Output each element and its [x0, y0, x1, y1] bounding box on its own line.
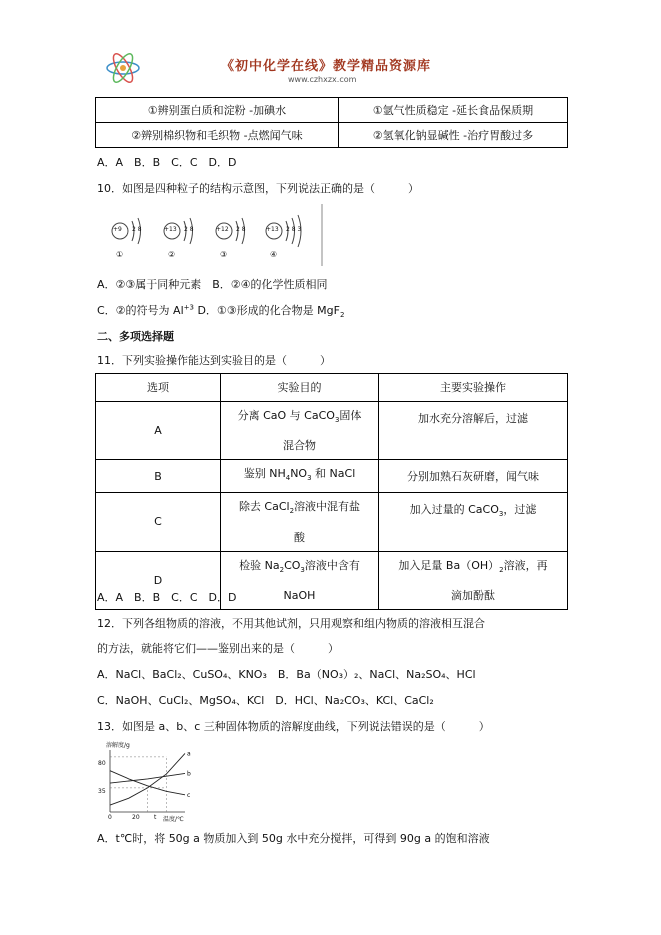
q10-stem: 10．如图是四种粒子的结构示意图，下列说法正确的是（ ）	[97, 182, 419, 195]
q13-option-a: A．t℃时，将 50g a 物质加入到 50g 水中充分搅拌，可得到 90g a 的饱和溶液	[97, 832, 490, 845]
q12-option-ab: A．NaCl、BaCl₂、CuSO₄、KNO₃ B．Ba（NO₃）₂、NaCl、Na₂SO₄、HCl	[97, 668, 476, 681]
atom-label: ①	[116, 250, 124, 259]
x-tick-label: t	[154, 814, 157, 821]
q12-option-cd: C．NaOH、CuCl₂、MgSO₄、KCl D．HCl、Na₂CO₃、KCl、CaCl₂	[97, 694, 434, 707]
x-tick-label: 20	[132, 814, 140, 821]
atom-nucleus: +9	[113, 226, 122, 233]
series-label-c: c	[187, 791, 191, 799]
section-heading: 二、多项选择题	[97, 330, 174, 343]
q9-cell: ②辨别棉织物和毛织物 -点燃闻气味	[96, 123, 339, 148]
atom-nucleus: +13	[266, 226, 279, 233]
table-header: 主要实验操作	[379, 374, 568, 402]
q10-option-ab: A．②③属于同种元素 B．②④的化学性质相同	[97, 278, 328, 291]
q9-cell: ②氢氧化钠显碱性 -治疗胃酸过多	[338, 123, 567, 148]
q12-stem-line1: 12．下列各组物质的溶液，不用其他试剂，只用观察和组内物质的溶液相互混合	[97, 617, 485, 630]
q13-stem: 13．如图是 a、b、c 三种固体物质的溶解度曲线，下列说法错误的是（ ）	[97, 720, 490, 733]
series-line-b	[110, 773, 185, 783]
table-header: 选项	[96, 374, 221, 402]
series-label-a: a	[187, 750, 191, 758]
banner	[103, 48, 558, 91]
q9-cell: ①氩气性质稳定 -延长食品保质期	[338, 98, 567, 123]
atom-shells: 2 8 3	[286, 226, 302, 233]
table-row: C 除去 CaCl$_2$溶液中混有盐 酸 加入过量的 CaCO$_3$，过滤	[96, 493, 568, 551]
table-row: D 检验 $Na_2CO_3$溶液中含有 NaOH 加入足量 $Ba(OH)_2$溶液，再 滴加酚酞	[96, 551, 568, 609]
solubility-chart	[98, 740, 198, 822]
atom-nucleus: +12	[216, 226, 229, 233]
y-tick-label: 35	[98, 788, 106, 795]
q12-stem-line2: 的方法，就能将它们——鉴别出来的是（ ）	[97, 642, 339, 655]
series-label-b: b	[187, 770, 191, 778]
atom-shells: 2 8	[236, 226, 246, 233]
atom-label: ②	[168, 250, 176, 259]
y-axis-label: 溶解度/g	[106, 742, 130, 749]
q11-options: A．A B．B C．C D．D	[97, 591, 237, 604]
atom-shells: 2 8	[184, 226, 194, 233]
q10-atom-diagram	[100, 204, 324, 266]
q11-stem: 11．下列实验操作能达到实验目的是（ ）	[97, 354, 331, 367]
banner-url: www.czhxzx.com	[288, 75, 357, 84]
q9-options: A．A B．B C．C D．D	[97, 156, 237, 169]
banner-title: 《初中化学在线》教学精品资源库	[221, 59, 432, 74]
table-row: A 分离 CaO 与 CaCO$_3$固体 混合物 加水充分溶解后，过滤	[96, 402, 568, 460]
y-tick-label: 80	[98, 760, 106, 767]
q9-table	[95, 97, 568, 148]
atom-shells: 2 8	[132, 226, 142, 233]
solubility-chart-svg	[98, 740, 198, 822]
q11-table	[95, 373, 568, 610]
atom-nucleus: +13	[164, 226, 177, 233]
x-tick-label: 0	[108, 814, 112, 821]
table-header: 实验目的	[221, 374, 379, 402]
q9-cell: ①辨别蛋白质和淀粉 -加碘水	[96, 98, 339, 123]
atom-label: ④	[270, 250, 278, 259]
q10-option-cd: C．②的符号为 $Al^{+3}$ D．①③形成的化合物是 MgF$_2$	[97, 303, 345, 320]
atom-label: ③	[220, 250, 228, 259]
atom-logo-icon	[103, 48, 143, 88]
table-row: B 鉴别 $NH_4NO_3$ 和 NaCl 分别加熟石灰研磨，闻气味	[96, 460, 568, 493]
x-axis-label: 温度/℃	[163, 816, 184, 823]
